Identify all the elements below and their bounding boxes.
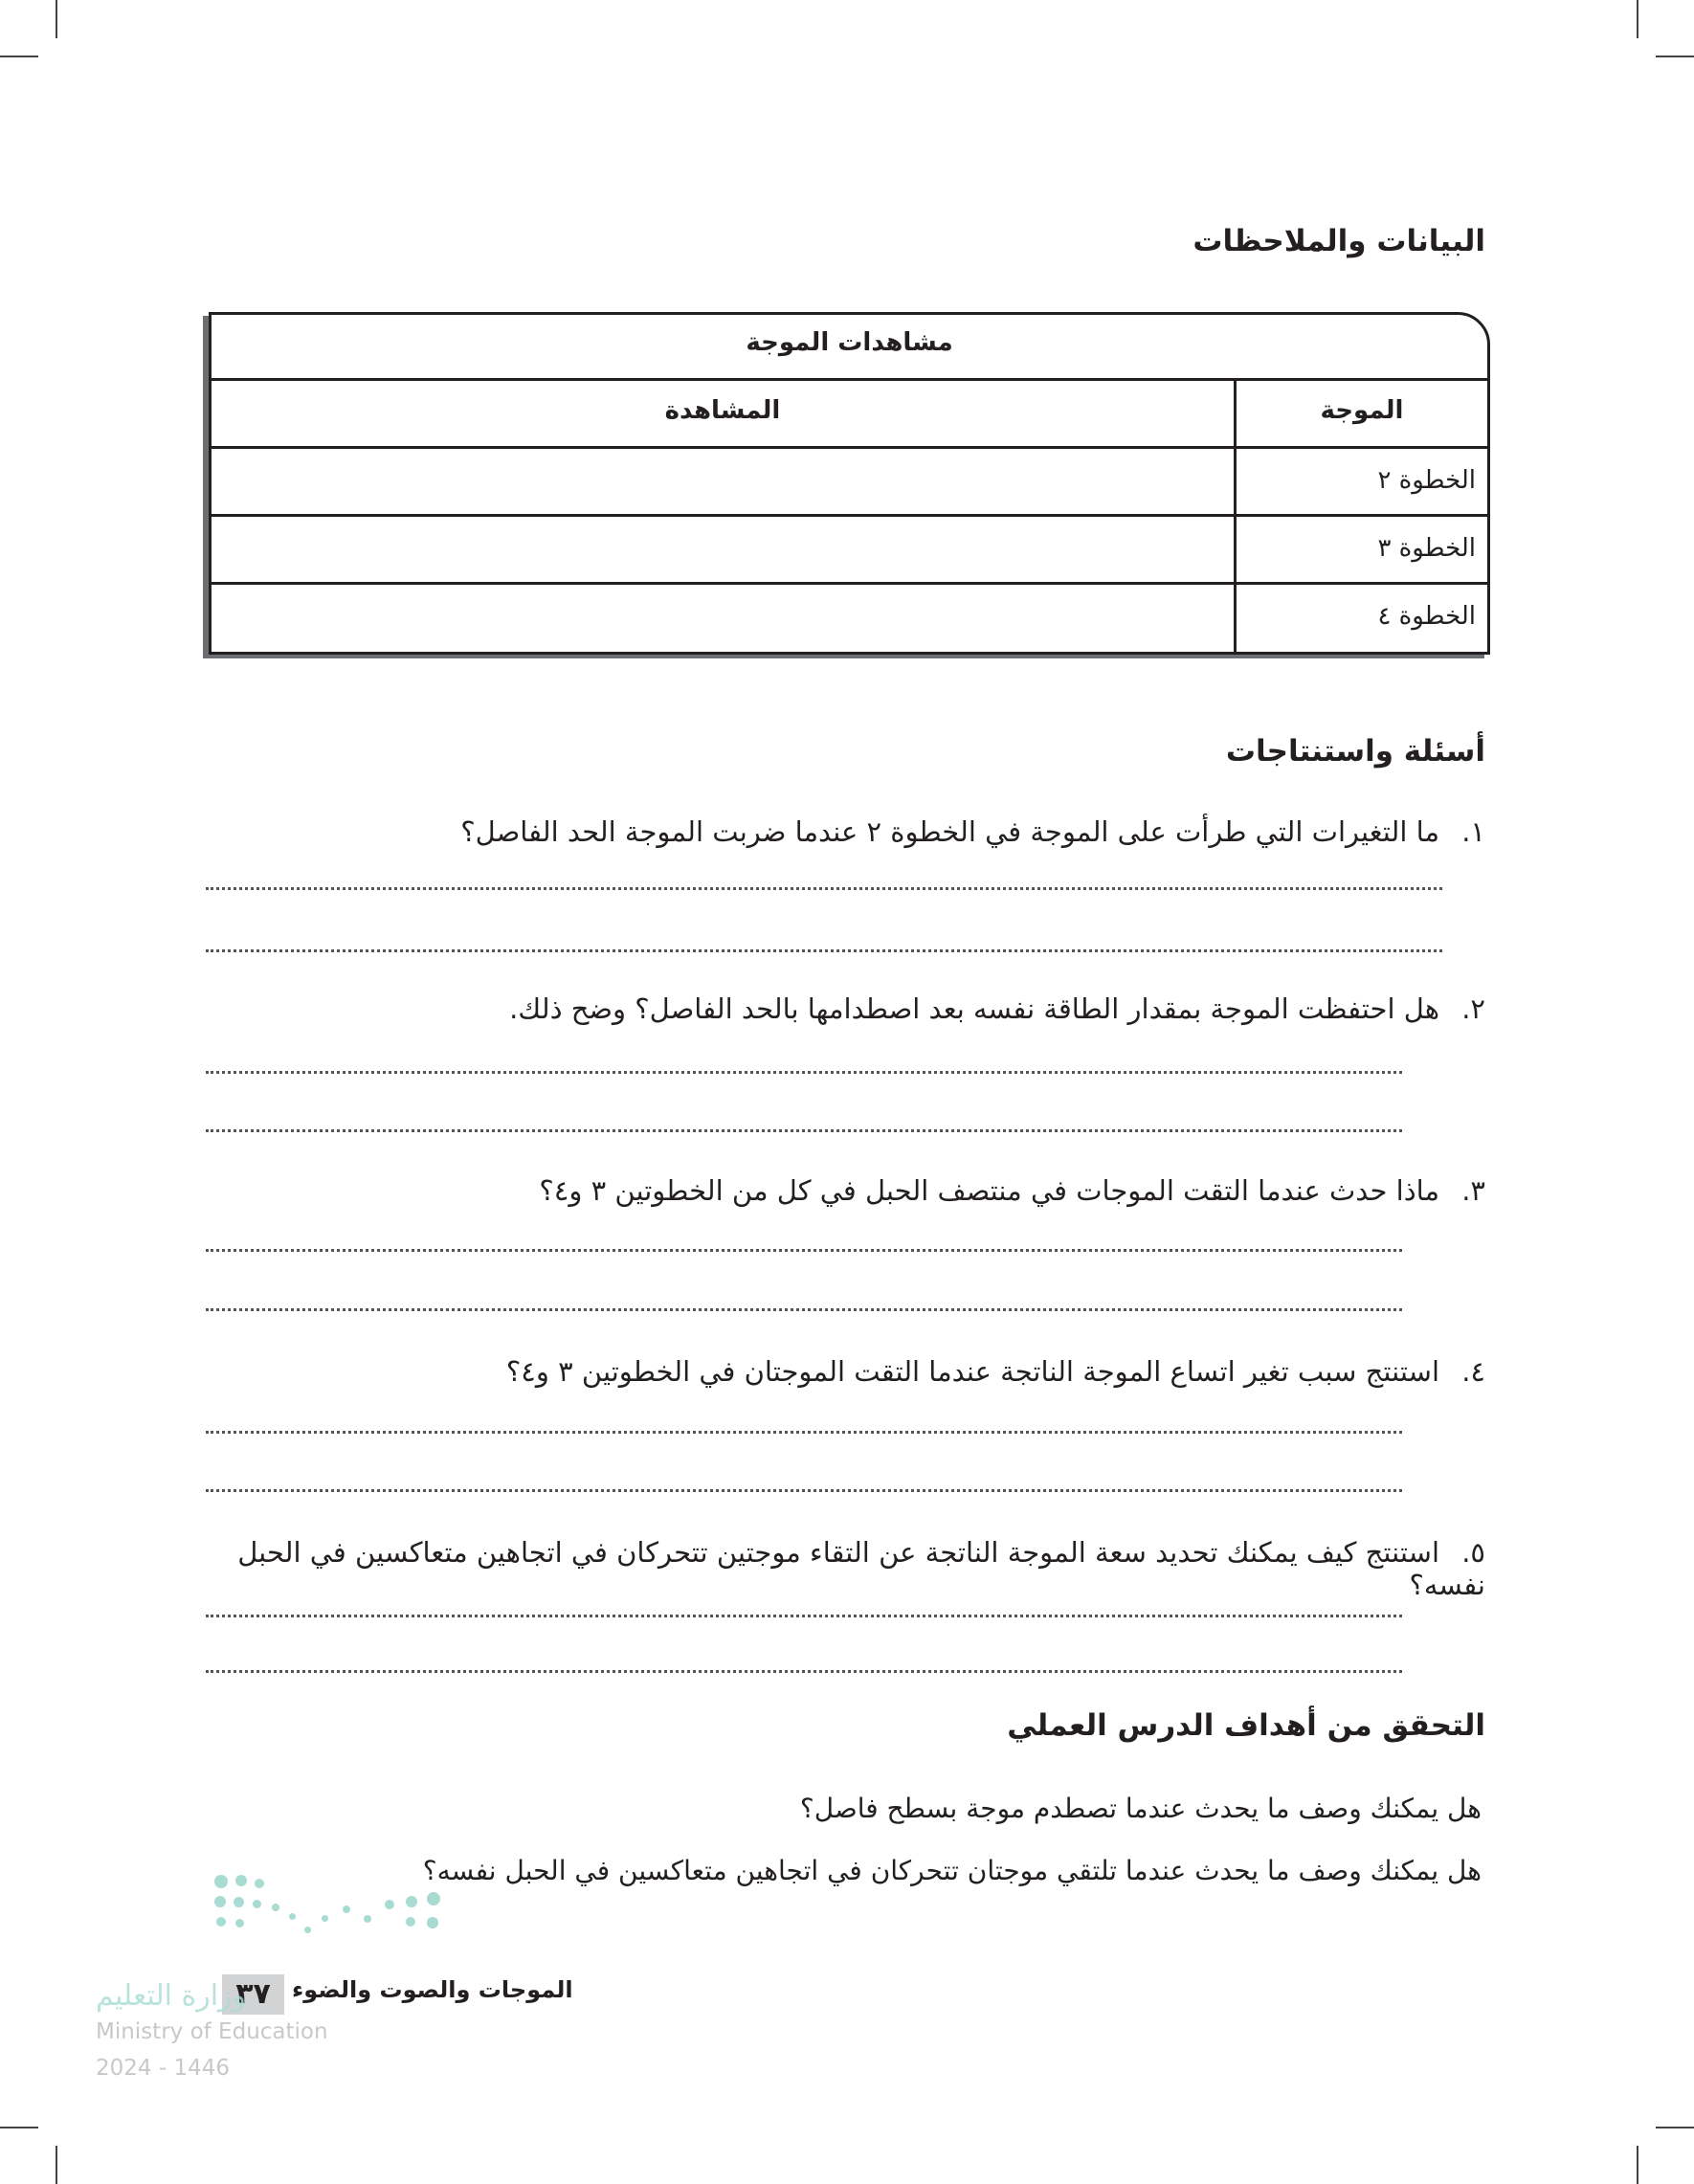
question-number: ١. [1461,815,1485,848]
ministry-logo-dots [209,1871,448,1948]
table-row [212,449,1487,517]
ministry-logo-arabic: وزارة التعليم [96,1979,247,2013]
crop-mark [1656,56,1694,57]
question-text: هل احتفظت الموجة بمقدار الطاقة نفسه بعد اصطدامها بالحد الفاصل؟ وضح ذلك. [509,992,1439,1025]
question-4 [203,1355,1485,1388]
header-wave: الموجة [1320,396,1404,425]
row-wave: الخطوة ٢ [1377,466,1476,495]
answer-line[interactable] [206,1308,1402,1311]
table-row [212,517,1487,585]
table-row [212,585,1487,650]
question-number: ٢. [1461,992,1485,1025]
question-2 [203,992,1485,1025]
question-text: ماذا حدث عندما التقت الموجات في منتصف الحبل في كل من الخطوتين ٣ و٤؟ [539,1174,1439,1207]
ministry-logo-english: Ministry of Education [96,2019,328,2044]
question-1 [203,815,1485,848]
page-number: ٣٧ [235,1977,271,2011]
question-3 [203,1174,1485,1207]
question-number: ٣. [1461,1174,1485,1207]
header-observation: المشاهدة [664,396,781,425]
answer-line[interactable] [206,1431,1402,1434]
answer-line[interactable] [206,1670,1402,1673]
chapter-title: الموجات والصوت والضوء [292,1976,573,2003]
wave-observations-table [209,312,1490,655]
question-number: ٤. [1461,1355,1485,1388]
row-wave: الخطوة ٤ [1377,602,1476,631]
answer-line[interactable] [206,887,1442,890]
answer-line[interactable] [206,1249,1402,1252]
section-title-check: التحقق من أهداف الدرس العملي [1007,1708,1485,1743]
crop-mark [56,0,57,38]
answer-line[interactable] [206,1489,1402,1492]
answer-line[interactable] [206,1129,1402,1132]
crop-mark [1637,2146,1638,2184]
table-title-row [212,315,1487,381]
table-header-row [212,381,1487,449]
answer-line[interactable] [206,949,1442,952]
question-number: ٥. [1461,1536,1485,1569]
answer-line[interactable] [206,1071,1402,1074]
crop-mark [1637,0,1638,38]
question-text: استنتج كيف يمكنك تحديد سعة الموجة الناتجة عن التقاء موجتين تتحركان في اتجاهين متعاكسين في الحبل نفسه؟ [237,1536,1485,1601]
crop-mark [0,2127,38,2128]
crop-mark [0,56,38,57]
check-item-1: هل يمكنك وصف ما يحدث عندما تصطدم موجة بسطح فاصل؟ [799,1793,1482,1824]
check-item-2: هل يمكنك وصف ما يحدث عندما تلتقي موجتان تتحركان في اتجاهين متعاكسين في الحبل نفسه؟ [422,1855,1482,1886]
question-text: استنتج سبب تغير اتساع الموجة الناتجة عندما التقت الموجتان في الخطوتين ٣ و٤؟ [505,1355,1439,1388]
section-title-questions: أسئلة واستنتاجات [1225,734,1485,769]
section-title-data: البيانات والملاحظات [1192,224,1485,258]
answer-line[interactable] [206,1615,1402,1617]
ministry-logo-year: 2024 - 1446 [96,2056,230,2081]
crop-mark [1656,2127,1694,2128]
question-5 [203,1536,1485,1601]
row-wave: الخطوة ٣ [1377,534,1476,563]
crop-mark [56,2146,57,2184]
column-divider [1234,381,1237,652]
question-text: ما التغيرات التي طرأت على الموجة في الخطوة ٢ عندما ضربت الموجة الحد الفاصل؟ [460,815,1439,848]
table-title: مشاهدات الموجة [746,328,953,357]
